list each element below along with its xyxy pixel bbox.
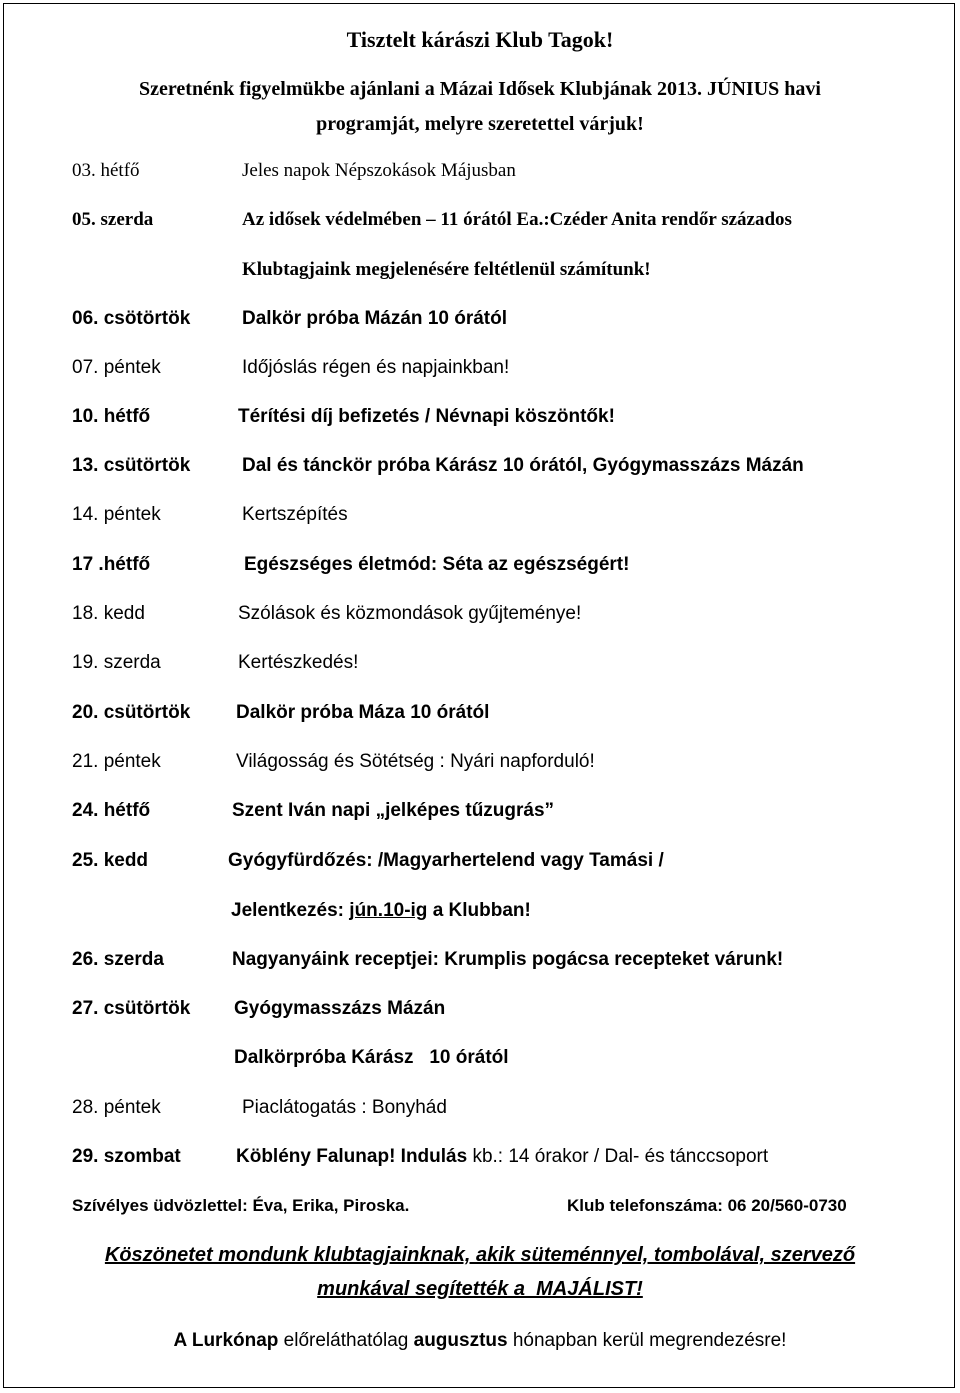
schedule-date: 28. péntek xyxy=(72,1097,161,1118)
schedule-text: Szólások és közmondások gyűjteménye! xyxy=(238,603,582,624)
schedule-text: Gyógymasszázs Mázán xyxy=(234,998,446,1019)
trip-details: kb.: 14 órakor / Dal- és tánccsoport xyxy=(467,1146,769,1167)
announcement-text-1: előreláthatólag xyxy=(278,1330,414,1351)
schedule-date: 20. csütörtök xyxy=(72,702,191,723)
club-phone: Klub telefonszáma: 06 20/560-0730 xyxy=(567,1196,847,1215)
schedule-date: 07. péntek xyxy=(72,357,161,378)
schedule-text: Időjóslás régen és napjainkban! xyxy=(242,357,510,378)
schedule-text: Nagyanyáink receptjei: Krumplis pogácsa recepteket várunk! xyxy=(232,949,784,970)
announcement-month: augusztus xyxy=(413,1330,508,1351)
schedule-text: Szent Iván napi „jelképes tűzugrás” xyxy=(232,800,555,821)
schedule-text: Kertészkedés! xyxy=(238,652,359,673)
schedule-date: 27. csütörtök xyxy=(72,998,191,1019)
intro-line-1: Szeretnénk figyelmükbe ajánlani a Mázai Idősek Klubjának 2013. JÚNIUS havi xyxy=(139,78,821,100)
thanks-line-1: Köszönetet mondunk klubtagjainknak, akik süteménnyel, tombolával, szervező xyxy=(104,1244,856,1266)
registration-prefix: Jelentkezés: xyxy=(231,900,350,921)
schedule-text: Dalkör próba Mázán 10 órától xyxy=(242,308,508,329)
schedule-date: 25. kedd xyxy=(72,850,149,871)
schedule-date: 03. hétfő xyxy=(72,160,140,181)
registration-suffix: a Klubban! xyxy=(427,900,531,921)
registration-deadline: jún.10-ig xyxy=(349,900,428,921)
schedule-date: 05. szerda xyxy=(72,209,154,230)
schedule-text: Dal és tánckör próba Kárász 10 órától, Gyógymasszázs Mázán xyxy=(242,455,804,476)
schedule-date: 26. szerda xyxy=(72,949,164,970)
schedule-date: 14. péntek xyxy=(72,504,161,525)
schedule-text: Világosság és Sötétség : Nyári napforduló! xyxy=(236,751,595,772)
schedule-date: 06. csötörtök xyxy=(72,308,191,329)
schedule-date: 18. kedd xyxy=(72,603,145,624)
thanks-line-2: munkával segítették a MAJÁLIST! xyxy=(317,1278,643,1300)
schedule-text: Klubtagjaink megjelenésére feltétlenül számítunk! xyxy=(242,259,651,280)
schedule-date: 13. csütörtök xyxy=(72,455,191,476)
schedule-text: Egészséges életmód: Séta az egészségért! xyxy=(244,554,630,575)
intro-line-2: programját, melyre szeretettel várjuk! xyxy=(316,113,644,135)
schedule-text: Az idősek védelmében – 11 órától Ea.:Czéder Anita rendőr százados xyxy=(242,209,792,230)
schedule-text xyxy=(236,1146,768,1168)
schedule-date: 21. péntek xyxy=(72,751,161,772)
schedule-text: Piaclátogatás : Bonyhád xyxy=(242,1097,447,1118)
schedule-text xyxy=(231,900,531,922)
schedule-date: 17 .hétfő xyxy=(72,554,151,575)
document-title: Tisztelt kárászi Klub Tagok! xyxy=(346,27,614,52)
announcement-event: A Lurkónap xyxy=(173,1330,279,1351)
schedule-date: 19. szerda xyxy=(72,652,161,673)
schedule-text: Dalkör próba Máza 10 órától xyxy=(236,702,490,723)
greeting-signature: Szívélyes üdvözlettel: Éva, Erika, Piroska. xyxy=(72,1196,410,1215)
schedule-text: Kertszépítés xyxy=(242,504,348,525)
schedule-text: Jeles napok Népszokások Májusban xyxy=(242,160,516,181)
schedule-text: Térítési díj befizetés / Névnapi köszöntők! xyxy=(238,406,615,427)
schedule-date: 24. hétfő xyxy=(72,800,151,821)
announcement-text-2: hónapban kerül megrendezésre! xyxy=(507,1330,787,1351)
announcement xyxy=(0,1330,960,1352)
schedule-date: 29. szombat xyxy=(72,1146,181,1167)
schedule-text: Dalkörpróba Kárász 10 órától xyxy=(234,1047,509,1068)
trip-highlight: Köblény Falunap! Indulás xyxy=(236,1146,468,1167)
schedule-text: Gyógyfürdőzés: /Magyarhertelend vagy Tamási / xyxy=(228,850,664,871)
schedule-date: 10. hétfő xyxy=(72,406,151,427)
